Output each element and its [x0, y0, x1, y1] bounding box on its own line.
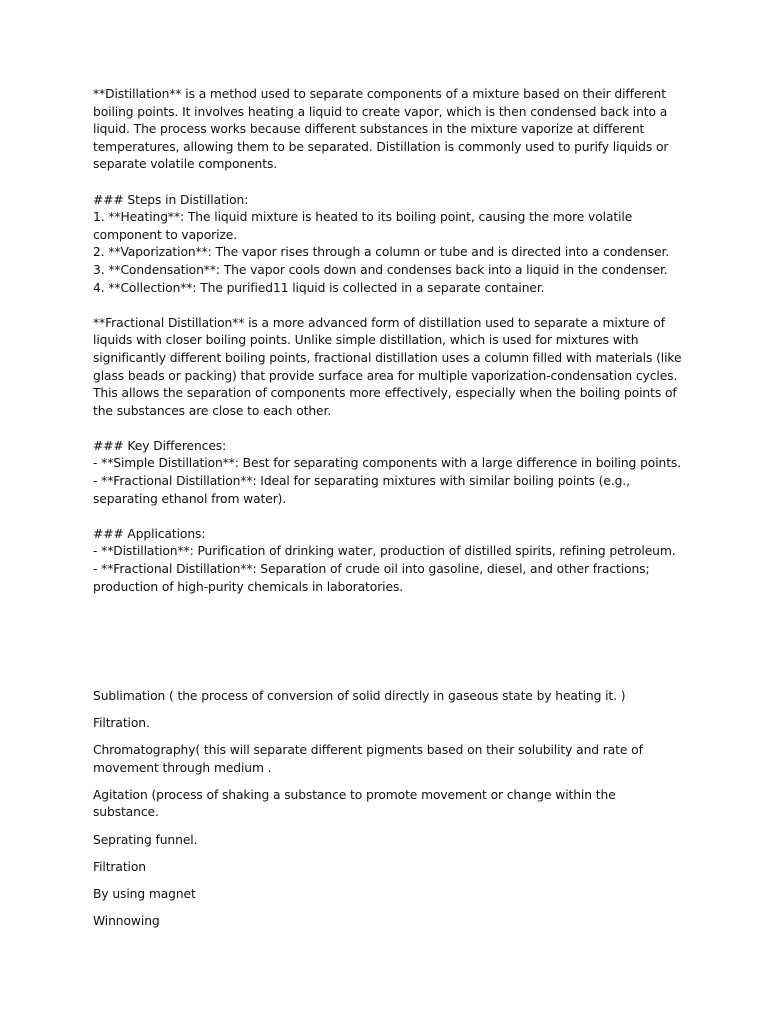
method-item: Filtration.	[93, 716, 150, 731]
method-item: Sublimation ( the process of conversion of solid directly in gaseous state by heating it. )	[93, 689, 626, 703]
step-item: 1. **Heating**: The liquid mixture is heated to its boiling point, causing the more volatile component to vaporize.	[93, 210, 633, 242]
method-item: Agitation (process of shaking a substance to promote movement or change within the substance.	[93, 787, 616, 820]
paragraph-gap	[93, 297, 683, 315]
method-item: Chromatography( this will separate different pigments based on their solubility and rate of movement through medium .	[93, 743, 643, 775]
method-item: Winnowing	[93, 913, 160, 928]
method-item: By using magnet	[93, 886, 196, 901]
steps-heading: ### Steps in Distillation:	[93, 192, 249, 207]
document-body	[93, 86, 683, 596]
separation-methods-list	[93, 688, 683, 940]
method-item: Seprating funnel.	[93, 832, 198, 847]
application-item: - **Fractional Distillation**: Separation of crude oil into gasoline, diesel, and other fractions; production of high-purity chemicals in laboratories.	[93, 562, 650, 594]
step-item: 3. **Condensation**: The vapor cools down and condenses back into a liquid in the condenser.	[93, 262, 668, 277]
paragraph-gap	[93, 420, 683, 438]
step-item: 4. **Collection**: The purified11 liquid is collected in a separate container.	[93, 280, 545, 295]
applications-heading: ### Applications:	[93, 526, 206, 541]
step-item: 2. **Vaporization**: The vapor rises through a column or tube and is directed into a condenser.	[93, 245, 670, 260]
difference-item: - **Simple Distillation**: Best for separating components with a large difference in boiling points.	[93, 456, 682, 471]
fractional-distillation-paragraph: **Fractional Distillation** is a more advanced form of distillation used to separate a mixture of liquids with closer boiling points. Unlike simple distillation, which is used for mixtures with significantly different boiling points, fractional distillation uses a column filled with materials (like glass beads or packing) that provide surface area for multiple vaporization-condensation cycles. This allows the separation of components more effectively, especially when the boiling points of the substances are close to each other.	[93, 315, 682, 418]
paragraph-gap	[93, 174, 683, 192]
application-item: - **Distillation**: Purification of drinking water, production of distilled spirits, refining petroleum.	[93, 544, 676, 559]
distillation-intro: **Distillation** is a method used to separate components of a mixture based on their different boiling points. It involves heating a liquid to create vapor, which is then condensed back into a liquid. The process works because different substances in the mixture vaporize at different temperatures, allowing them to be separated. Distillation is commonly used to purify liquids or separate volatile components.	[93, 87, 669, 172]
method-item: Filtration	[93, 859, 146, 874]
difference-item: - **Fractional Distillation**: Ideal for separating mixtures with similar boiling points (e.g., separating ethanol from water).	[93, 474, 630, 506]
paragraph-gap	[93, 508, 683, 526]
differences-heading: ### Key Differences:	[93, 438, 227, 453]
